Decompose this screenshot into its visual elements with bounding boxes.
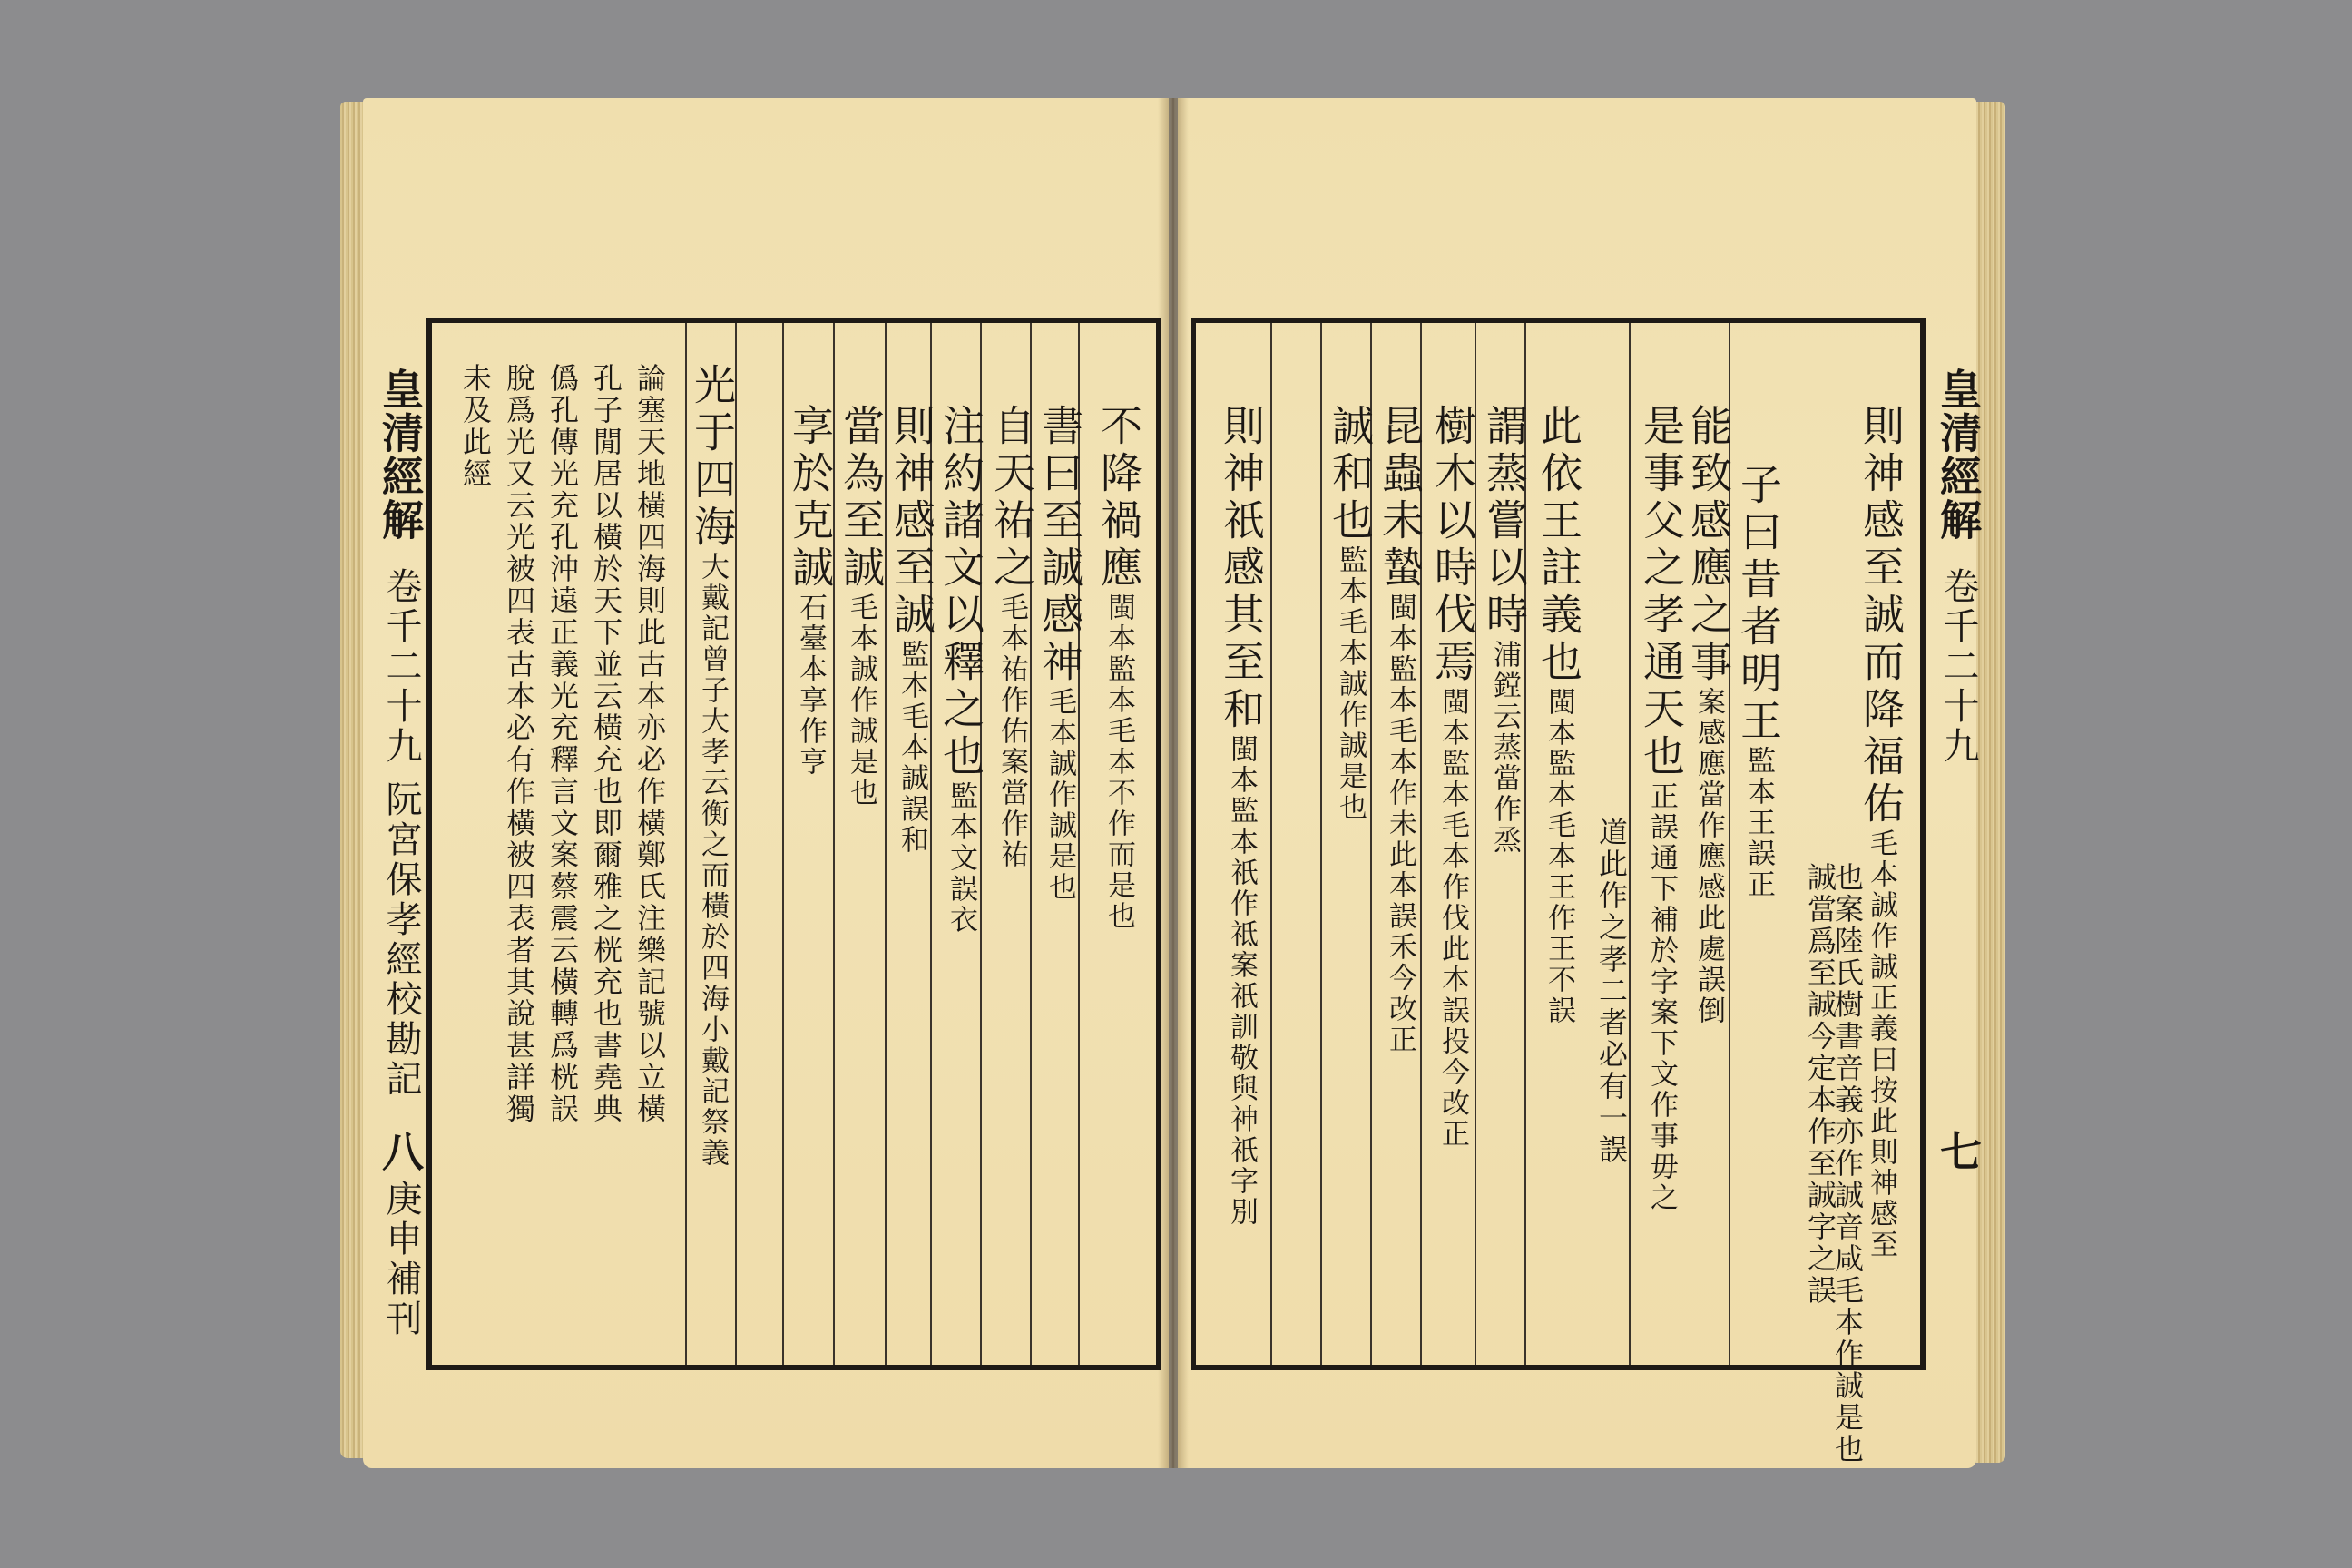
right-col-9: 謂蒸嘗以時浦鏜云蒸當作烝: [1480, 404, 1529, 856]
book-gutter: [1158, 98, 1189, 1468]
right-col-7: 道此作之孝二者必有一誤: [1594, 817, 1629, 1166]
right-col-11: 昆蟲未蟄閩本監本毛本作未此本誤禾今改正: [1376, 404, 1425, 1055]
right-col-8: 此依王註義也閩本監本毛本王作王不誤: [1534, 404, 1583, 1026]
left-col-4: 注約諸文以釋之也監本文誤衣: [936, 404, 985, 936]
left-col-10: 孔子閒居以橫於天下並云橫充也即爾雅之桄充也書堯典: [589, 363, 623, 1125]
left-margin-volume: 卷千二十九: [380, 567, 422, 767]
right-col-10: 樹木以時伐焉閩本監本毛本作伐此本誤投今改正: [1428, 404, 1477, 1150]
right-col-5: 能致感應之事案感應當作應感此處誤倒: [1684, 404, 1733, 1026]
left-col-13: 未及此經: [458, 363, 493, 490]
left-col-8: 光于四海大戴記曾子大孝云衡之而橫於四海小戴記祭義: [688, 363, 737, 1169]
left-col-9: 論塞天地橫四海則此古本亦必作橫鄭氏注樂記號以立橫: [632, 363, 667, 1125]
left-col-5: 則神感至誠監本毛本誠誤和: [887, 404, 936, 856]
right-col-4: 子曰昔者明王監本王誤正: [1734, 463, 1783, 900]
left-col-12: 脫爲光又云光被四表古本必有作橫被四表者其說甚詳獨: [502, 363, 536, 1125]
right-col-6: 是事父之孝通天也正誤通下補於字案下文作事毋之: [1637, 404, 1686, 1213]
left-margin-leaf: 八: [376, 1130, 425, 1173]
right-col-12: 誠和也監本毛本誠作誠是也: [1326, 404, 1375, 823]
right-margin-title: 皇清經解: [1934, 368, 1983, 542]
left-col-11: 僞孔傳光充孔沖遠正義光充釋言文案蔡震云橫轉爲桄誤: [545, 363, 580, 1125]
right-margin-leaf: 七: [1934, 1130, 1983, 1173]
left-col-1: 不降禍應閩本監本毛本不作而是也: [1094, 404, 1143, 932]
right-col-3: 誠當爲至誠今定本作至誠字之誤: [1803, 862, 1838, 1307]
left-col-6: 當為至誠毛本誠作誠是也: [837, 404, 886, 808]
left-col-2: 書曰至誠感神毛本誠作誠是也: [1035, 404, 1084, 903]
left-col-7: 享於克誠石臺本享作亨: [786, 404, 835, 778]
right-margin-volume: 卷千二十九: [1937, 567, 1979, 767]
right-col-2: 也案陸氏樹書音義亦作誠音咸毛本作誠是也: [1830, 862, 1865, 1465]
right-col-1: 則神感至誠而降福佑毛本誠作誠正義曰按此則神感至: [1857, 404, 1906, 1260]
left-margin-text: 阮宮保孝經校勘記: [380, 780, 422, 1100]
left-margin-title: 皇清經解: [376, 368, 425, 542]
left-col-3: 自天祐之毛本祐作佑案當作祐: [987, 404, 1036, 870]
right-col-13: 則神祇感其至和閩本監本祇作祗案祇訓敬與神祇字別: [1217, 404, 1266, 1228]
left-margin-bottom: 庚申補刊: [380, 1180, 422, 1339]
